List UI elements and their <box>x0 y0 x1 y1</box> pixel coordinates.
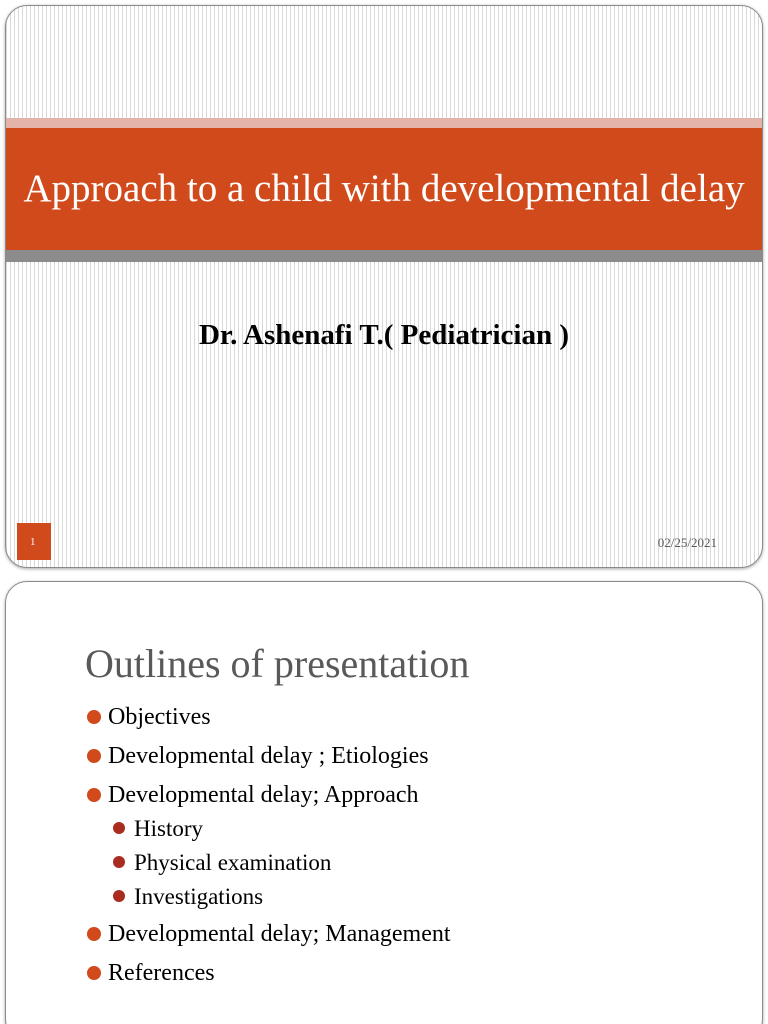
bullet-icon <box>87 749 101 763</box>
list-item <box>85 703 451 731</box>
slide-number: 1 <box>30 535 36 548</box>
bullet-icon <box>87 927 101 941</box>
list-item <box>85 920 451 948</box>
list-item <box>85 742 451 770</box>
sub-list-item <box>85 815 451 842</box>
title-slide <box>5 5 763 568</box>
list-item-text: Developmental delay; Approach <box>108 782 419 808</box>
list-item-text: Developmental delay; Management <box>108 921 451 947</box>
outline-slide <box>5 581 763 1024</box>
sub-list-item-text: History <box>134 816 203 841</box>
sub-list-item-text: Investigations <box>134 884 264 909</box>
bullet-icon <box>87 710 101 724</box>
title-banner <box>6 128 762 250</box>
outline-title: Outlines of presentation <box>85 641 470 686</box>
outline-list <box>85 703 451 998</box>
slide-title: Approach to a child with developmental delay <box>23 167 745 210</box>
list-item-text: Developmental delay ; Etiologies <box>108 743 429 769</box>
presenter-name: Dr. Ashenafi T.( Pediatrician ) <box>198 319 570 351</box>
sub-list-item <box>85 883 451 910</box>
accent-band-light <box>6 118 762 128</box>
divider-band <box>6 250 762 262</box>
list-item <box>85 959 451 987</box>
list-item-text: Objectives <box>108 704 211 730</box>
sub-bullet-icon <box>113 822 125 834</box>
sub-list-item-text: Physical examination <box>134 850 332 875</box>
sub-bullet-icon <box>113 890 125 902</box>
bullet-icon <box>87 966 101 980</box>
slide-date: 02/25/2021 <box>657 535 717 550</box>
bullet-icon <box>87 788 101 802</box>
sub-list-item <box>85 849 451 876</box>
list-item-text: References <box>108 960 215 986</box>
sub-bullet-icon <box>113 856 125 868</box>
list-item <box>85 781 451 809</box>
slide-number-badge <box>17 523 51 560</box>
